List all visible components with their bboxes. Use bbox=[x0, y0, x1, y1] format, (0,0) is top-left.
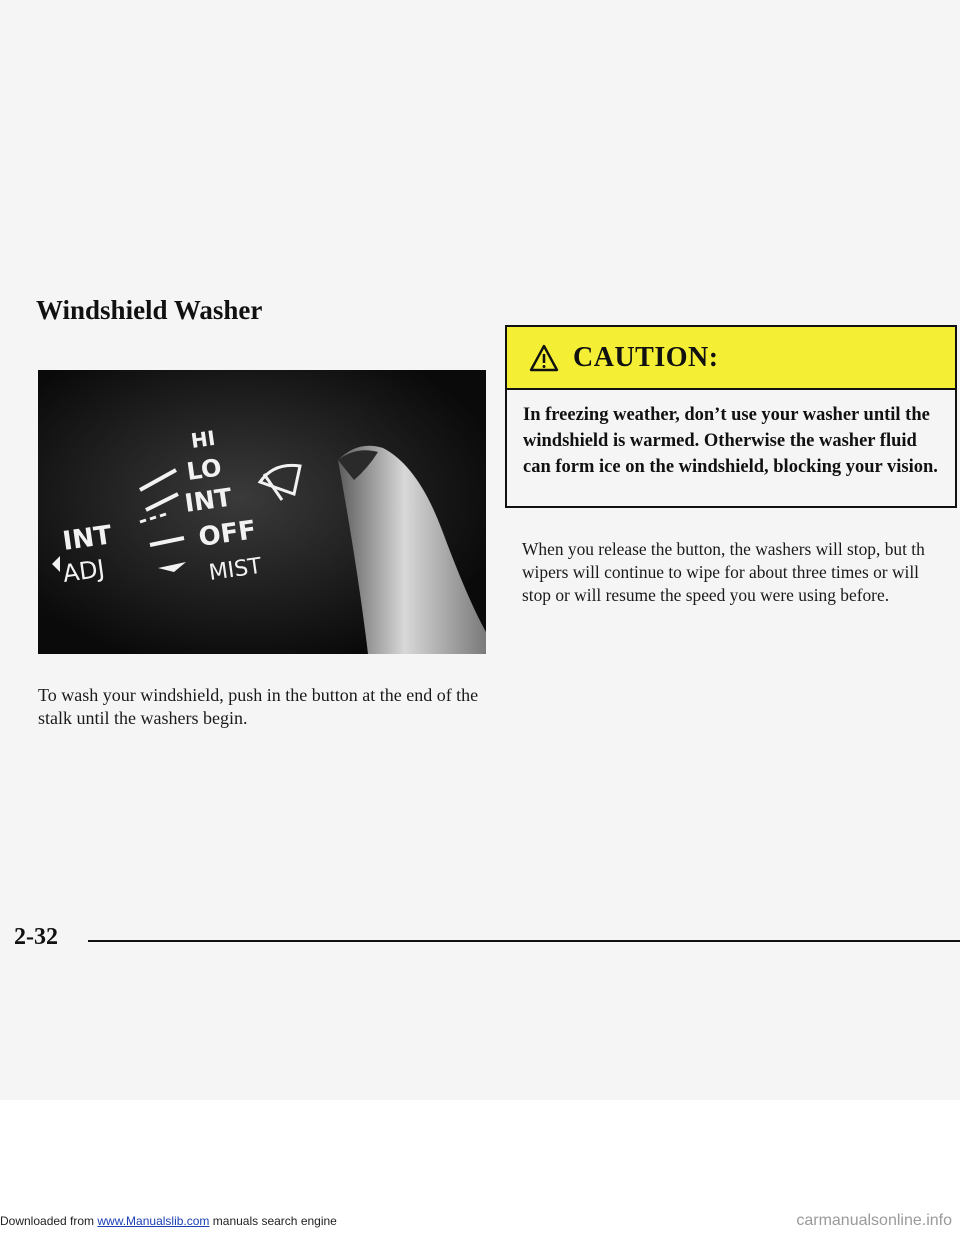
page-title: Windshield Washer bbox=[36, 295, 263, 325]
warning-triangle-icon bbox=[529, 344, 559, 372]
wash-instructions: To wash your windshield, push in the button at the end of the stalk until the washers begin. bbox=[38, 685, 479, 728]
release-line-3: stop or will resume the speed you were using before. bbox=[522, 585, 890, 605]
wiper-stalk-photo bbox=[38, 370, 486, 654]
stalk-label-hi: HI bbox=[189, 425, 217, 453]
footer-rule bbox=[88, 940, 960, 942]
download-footer bbox=[0, 1214, 337, 1228]
caution-header bbox=[507, 327, 955, 390]
caution-text: In freezing weather, don’t use your washer until the windshield is warmed. Otherwise the washer fluid can form ice on the windshield, blocking your vision. bbox=[523, 405, 938, 477]
caution-label: CAUTION: bbox=[573, 341, 719, 373]
stalk-label-int-adj-bottom: ADJ bbox=[60, 554, 107, 588]
stalk-label-off: OFF bbox=[196, 515, 259, 553]
footer-suffix: manuals search engine bbox=[209, 1214, 337, 1228]
manualslib-link[interactable]: www.Manualslib.com bbox=[97, 1214, 210, 1228]
stalk-label-lo: LO bbox=[184, 453, 224, 486]
release-line-2: wipers will continue to wipe for about three times or will bbox=[522, 562, 919, 582]
stalk-label-int: INT bbox=[182, 482, 234, 518]
page-number: 2-32 bbox=[14, 924, 58, 950]
wiper-stalk-illustration bbox=[38, 370, 486, 654]
stalk-label-mist: MIST bbox=[207, 553, 264, 586]
release-line-1: When you release the button, the washers will stop, but th bbox=[522, 539, 925, 559]
footer-prefix: Downloaded from bbox=[0, 1214, 98, 1228]
watermark: carmanualsonline.info bbox=[796, 1212, 952, 1229]
release-instructions bbox=[522, 538, 960, 607]
stalk-label-int-adj-top: INT bbox=[60, 520, 114, 557]
caution-box bbox=[505, 325, 957, 508]
